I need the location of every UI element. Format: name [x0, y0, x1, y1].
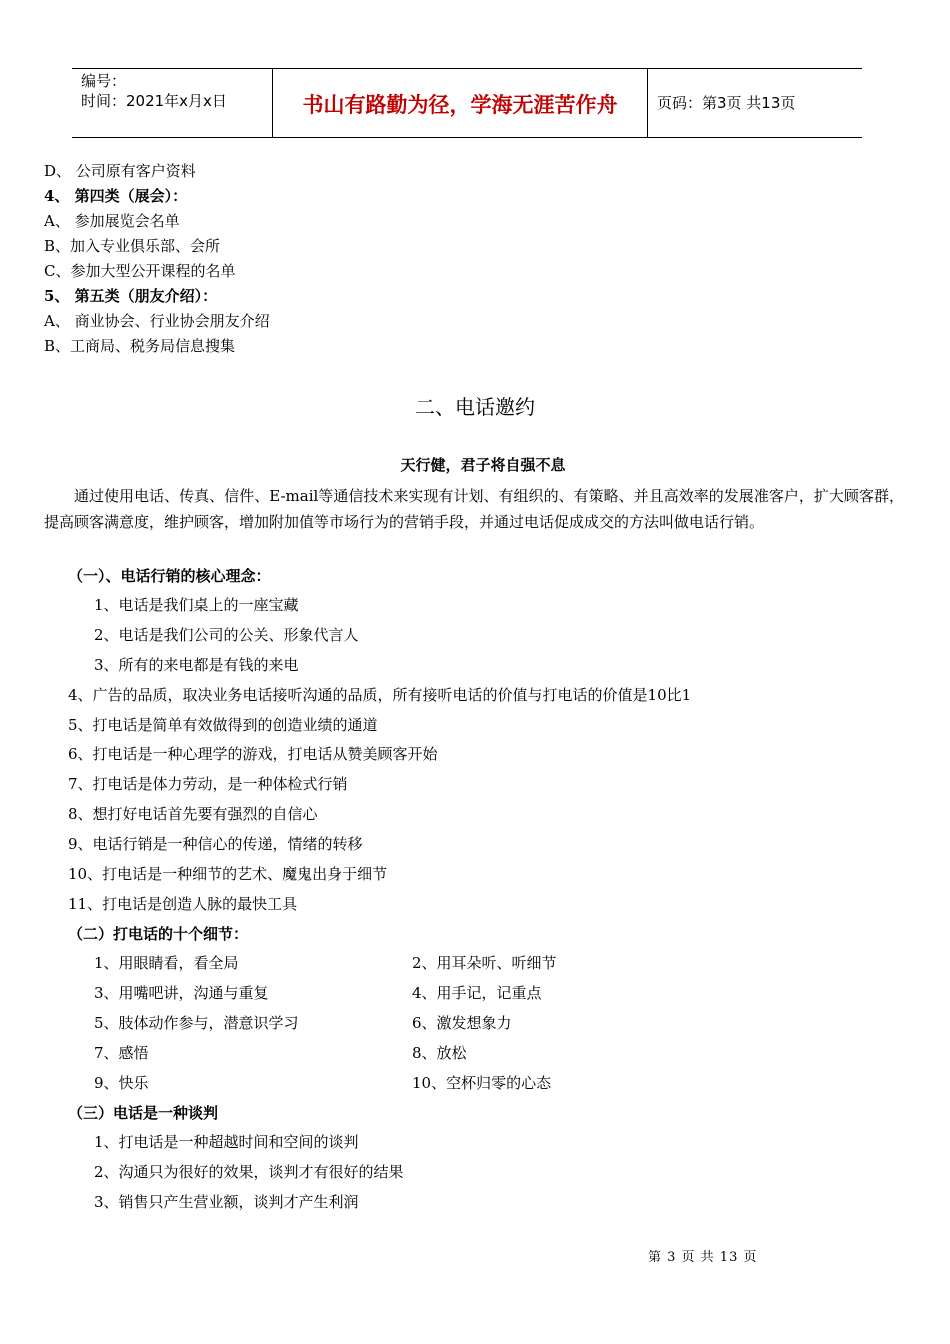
header-page-label: 页码：第3页 共13页 — [657, 94, 796, 112]
list-item: 3、销售只产生营业额，谈判才产生利润 — [94, 1193, 359, 1211]
page-footer: 第 3 页 共 13 页 — [648, 1250, 758, 1265]
list-item: 2、用耳朵听、听细节 — [412, 954, 557, 972]
list-item: A、 参加展览会名单 — [44, 212, 180, 230]
list-item: 1、用眼睛看，看全局 — [94, 954, 239, 972]
list-heading: 4、 第四类（展会）： — [44, 187, 188, 205]
header-page-cell — [648, 69, 862, 137]
list-item: 4、广告的品质，取决业务电话接听沟通的品质，所有接听电话的价值与打电话的价值是10比1 — [68, 686, 692, 704]
part2-heading: （二）打电话的十个细节： — [68, 925, 249, 943]
page-header — [72, 68, 862, 138]
list-item: 7、感悟 — [94, 1044, 149, 1062]
list-item: 9、快乐 — [94, 1074, 149, 1092]
doc-number-label: 编号： — [81, 72, 127, 90]
list-item: B、工商局、税务局信息搜集 — [44, 337, 236, 355]
header-motto-cell — [273, 69, 648, 137]
part1-heading: （一）、电话行销的核心理念： — [68, 567, 271, 585]
list-item: 11、打电话是创造人脉的最快工具 — [68, 895, 298, 913]
header-motto: 书山有路勤为径，学海无涯苦作舟 — [302, 93, 618, 117]
list-item: 9、电话行销是一种信心的传递，情绪的转移 — [68, 835, 363, 853]
list-item: 10、空杯归零的心态 — [412, 1074, 552, 1092]
list-item: 1、打电话是一种超越时间和空间的谈判 — [94, 1133, 359, 1151]
list-item: C、参加大型公开课程的名单 — [44, 262, 236, 280]
list-item: 6、激发想象力 — [412, 1014, 512, 1032]
list-item: 7、打电话是体力劳动，是一种体检式行销 — [68, 775, 348, 793]
list-item: 3、所有的来电都是有钱的来电 — [94, 656, 299, 674]
list-item: 8、放松 — [412, 1044, 467, 1062]
list-item: B、加入专业俱乐部、会所 — [44, 237, 221, 255]
section-subtitle: 天行健，君子将自强不息 — [400, 456, 566, 474]
intro-paragraph: 通过使用电话、传真、信件、E-mail等通信技术来实现有计划、有组织的、有策略、并且高效率的发展准客户，扩大顾客群，提高顾客满意度，维护顾客，增加附加值等市场行为的营销手段，并通过电话促成成交的方法叫做电话行销。 — [44, 487, 904, 531]
list-item: 4、用手记，记重点 — [412, 984, 542, 1002]
list-item: 6、打电话是一种心理学的游戏，打电话从赞美顾客开始 — [68, 745, 438, 763]
list-item: 5、肢体动作参与，潜意识学习 — [94, 1014, 299, 1032]
list-item: D、 公司原有客户资料 — [44, 162, 196, 180]
list-heading: 5、 第五类（朋友介绍）： — [44, 287, 218, 305]
list-item: 5、打电话是简单有效做得到的创造业绩的通道 — [68, 716, 378, 734]
list-item: 8、想打好电话首先要有强烈的自信心 — [68, 805, 318, 823]
list-item: 10、打电话是一种细节的艺术、魔鬼出身于细节 — [68, 865, 388, 883]
list-item: 3、用嘴吧讲，沟通与重复 — [94, 984, 269, 1002]
list-item: 2、电话是我们公司的公关、形象代言人 — [94, 626, 359, 644]
part3-heading: （三）电话是一种谈判 — [68, 1104, 219, 1122]
list-item: 1、电话是我们桌上的一座宝藏 — [94, 596, 299, 614]
header-meta-cell — [72, 69, 273, 137]
doc-time-label: 时间：2021年x月x日 — [81, 92, 227, 110]
list-item: 2、沟通只为很好的效果，谈判才有很好的结果 — [94, 1163, 404, 1181]
section-title: 二、电话邀约 — [415, 395, 535, 419]
list-item: A、 商业协会、行业协会朋友介绍 — [44, 312, 270, 330]
